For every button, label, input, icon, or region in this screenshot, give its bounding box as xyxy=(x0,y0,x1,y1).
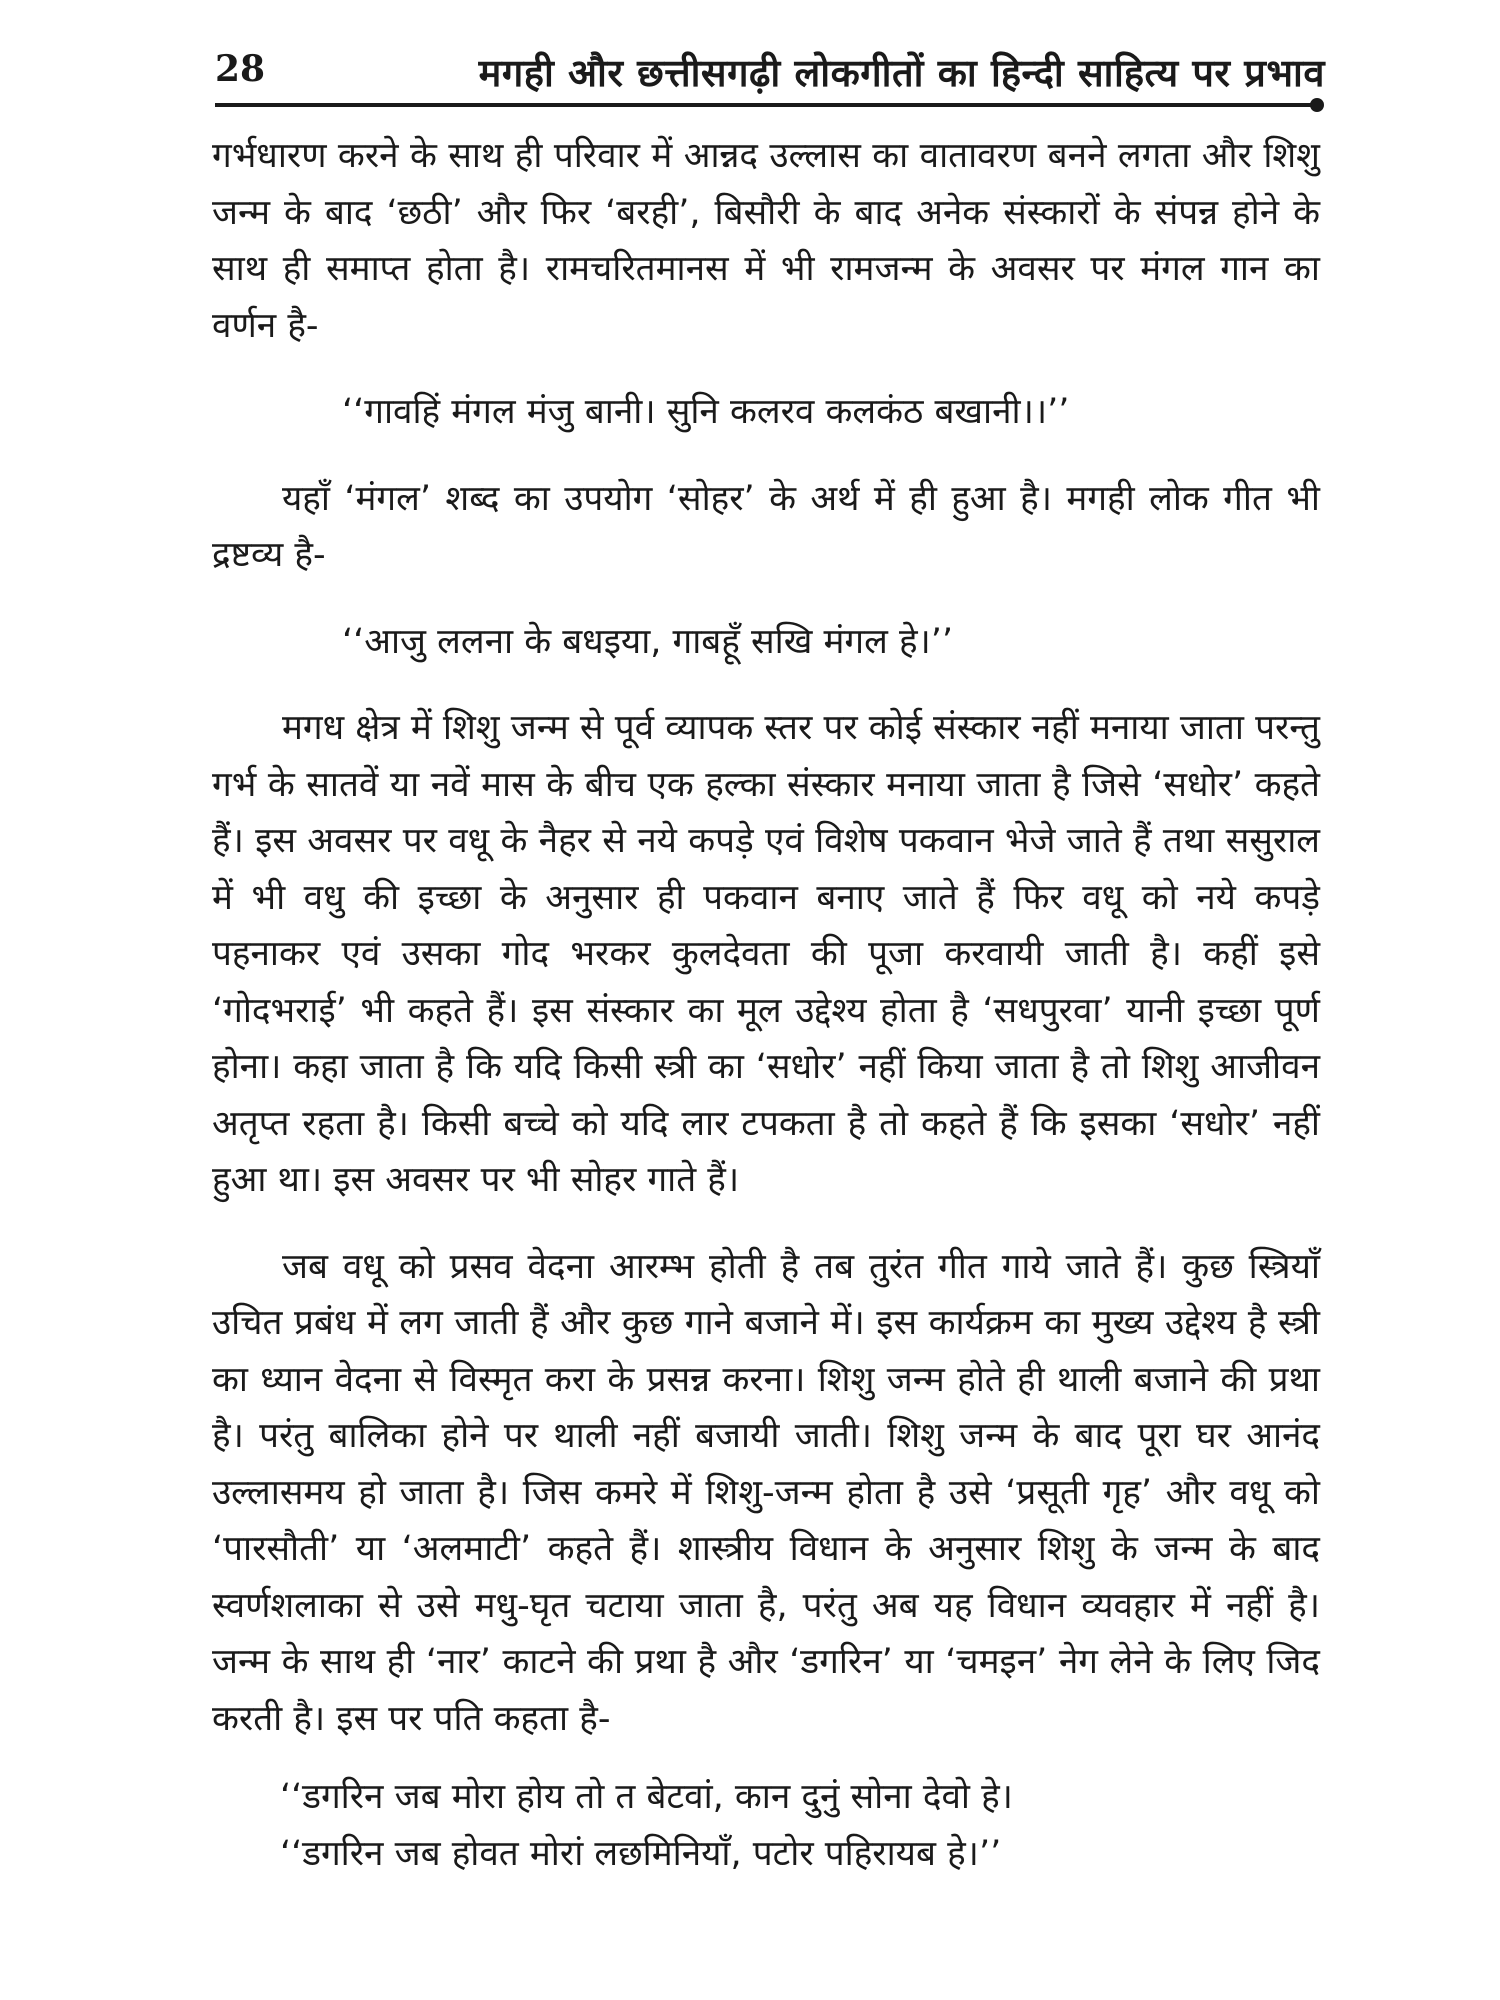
header-rule-dot xyxy=(1310,98,1324,112)
running-header xyxy=(215,40,1325,100)
paragraph-3: मगध क्षेत्र में शिशु जन्म से पूर्व व्यापक स्तर पर कोई संस्कार नहीं मनाया जाता परन्तु गर्भ के सातवें या नवें मास के बीच एक हल्का संस्कार मनाया जाता है जिसे ‘सधोर’ कहते हैं। इस अवसर पर वधू के नैहर से नये कपड़े एवं विशेष पकवान भेजे जाते हैं तथा ससुराल में भी वधु की इच्छा के अनुसार ही पकवान बनाए जाते हैं फिर वधू को नये कपड़े पहनाकर एवं उसका गोद भरकर कुलदेवता की पूजा करवायी जाती है। कहीं इसे ‘गोदभराई’ भी कहते हैं। इस संस्कार का मूल उद्देश्य होता है ‘सधपुरवा’ यानी इच्छा पूर्ण होना। कहा जाता है कि यदि किसी स्त्री का ‘सधोर’ नहीं किया जाता है तो शिशु आजीवन अतृप्त रहता है। किसी बच्चे को यदि लार टपकता है तो कहते हैं कि इसका ‘सधोर’ नहीं हुआ था। इस अवसर पर भी सोहर गाते हैं। xyxy=(212,708,1320,1200)
paragraph-2: यहाँ ‘मंगल’ शब्द का उपयोग ‘सोहर’ के अर्थ में ही हुआ है। मगही लोक गीत भी द्रष्टव्य है- xyxy=(212,478,1320,575)
running-title: मगही और छत्तीसगढ़ी लोकगीतों का हिन्दी साहित्य पर प्रभाव xyxy=(478,51,1325,95)
paragraph-1: गर्भधारण करने के साथ ही परिवार में आन्नद उल्लास का वातावरण बनने लगता और शिशु जन्म के बाद ‘छठी’ और फिर ‘बरही’, बिसौरी के बाद अनेक संस्कारों के संपन्न होने के साथ ही समाप्त होता है। रामचरितमानस में भी रामजन्म के अवसर पर मंगल गान का वर्णन है- xyxy=(212,136,1320,346)
page-number: 28 xyxy=(215,48,266,90)
header-rule xyxy=(215,103,1315,107)
quote-ramcharitmanas: ‘‘गावहिं मंगल मंजु बानी। सुनि कलरव कलकंठ बखानी।।’’ xyxy=(342,392,1070,432)
quote-dagrin-line-2: ‘‘डगरिन जब होवत मोरां लछमिनियाँ, पटोर पहिरायब हे।’’ xyxy=(280,1833,1002,1874)
quote-magahi-song: ‘‘आजु ललना के बधइया, गाबहूँ सखि मंगल हे।’’ xyxy=(342,621,954,662)
body-text xyxy=(212,128,1320,1882)
paragraph-4: जब वधू को प्रसव वेदना आरम्भ होती है तब तुरंत गीत गाये जाते हैं। कुछ स्त्रियाँ उचित प्रबंध में लग जाती हैं और कुछ गाने बजाने में। इस कार्यक्रम का मुख्य उद्देश्य है स्त्री का ध्यान वेदना से विस्मृत करा के प्रसन्न करना। शिशु जन्म होते ही थाली बजाने की प्रथा है। परंतु बालिका होने पर थाली नहीं बजायी जाती। शिशु जन्म के बाद पूरा घर आनंद उल्लासमय हो जाता है। जिस कमरे में शिशु-जन्म होता है उसे ‘प्रसूती गृह’ और वधू को ‘पारसौती’ या ‘अलमाटी’ कहते हैं। शास्त्रीय विधान के अनुसार शिशु के जन्म के बाद स्वर्णशलाका से उसे मधु-घृत चटाया जाता है, परंतु अब यह विधान व्यवहार में नहीं है। जन्म के साथ ही ‘नार’ काटने की प्रथा है और ‘डगरिन’ या ‘चमइन’ नेग लेने के लिए जिद करती है। इस पर पति कहता है- xyxy=(212,1246,1320,1739)
quote-dagrin-line-1: ‘‘डगरिन जब मोरा होय तो त बेटवां, कान दुनुं सोना देवो हे। xyxy=(280,1777,1013,1817)
